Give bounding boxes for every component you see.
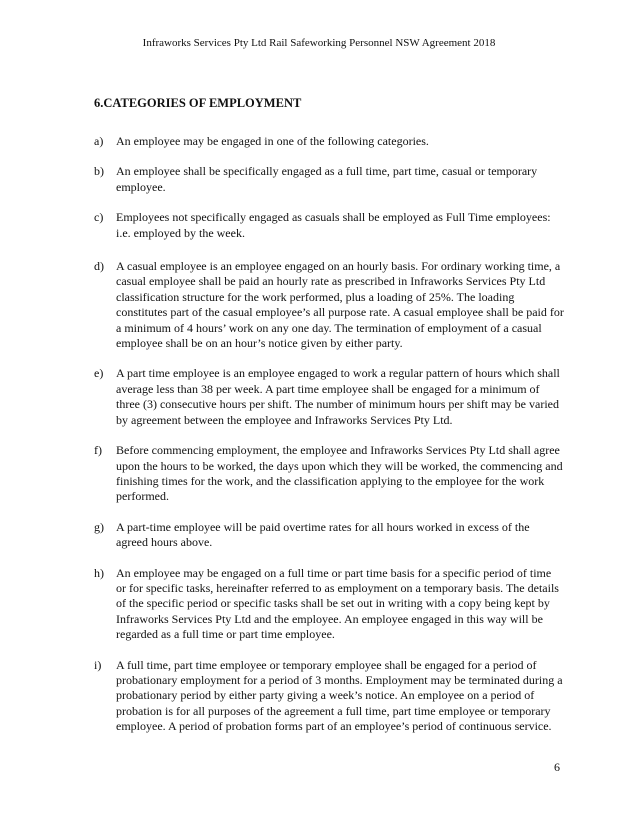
clause-list [94, 134, 564, 735]
clause-i [94, 658, 564, 735]
clause-text: A part-time employee will be paid overtime rates for all hours worked in excess of the agreed hours above. [116, 519, 530, 550]
clause-letter: e) [94, 366, 104, 381]
clause-text: An employee may be engaged in one of the following categories. [116, 134, 429, 148]
clause-c [94, 210, 564, 241]
clause-letter: c) [94, 210, 104, 225]
clause-text: A full time, part time employee or temporary employee shall be engaged for a period of probationary employment for a period of 3 months. Employment may be terminated during a probationary period by either party giving a week’s notice. An employee on a period of probation is for all purposes of the agreement a full time, part time employee or temporary employee. A period of probation forms part of an employee’s period of continuous service. [116, 657, 563, 734]
clause-text: A casual employee is an employee engaged on an hourly basis. For ordinary working time, a casual employee shall be paid an hourly rate as prescribed in Infraworks Services Pty Ltd classification structure for the work performed, plus a loading of 25%. The loading constitutes part of the casual employee’s all purpose rate. A casual employee shall be paid for a minimum of 4 hours’ work on any one day. The termination of employment of a casual employee shall be on an hour’s notice given by either party. [116, 259, 564, 351]
page-header: Infraworks Services Pty Ltd Rail Safeworking Personnel NSW Agreement 2018 [142, 37, 496, 49]
clause-b [94, 164, 564, 195]
clause-letter: f) [94, 443, 102, 458]
clause-text: Before commencing employment, the employee and Infraworks Services Pty Ltd shall agree upon the hours to be worked, the days upon which they will be worked, the commencing and finishing times for the work, and the classification applying to the employee for the work performed. [116, 443, 563, 504]
clause-d [94, 259, 564, 351]
clause-g [94, 520, 564, 551]
clause-letter: g) [94, 519, 104, 534]
clause-text: An employee shall be specifically engaged as a full time, part time, casual or temporary employee. [116, 164, 538, 194]
clause-letter: h) [94, 565, 104, 580]
section-title: 6.CATEGORIES OF EMPLOYMENT [94, 96, 302, 110]
clause-text: Employees not specifically engaged as casuals shall be employed as Full Time employees: i.e. employed by the week. [116, 210, 551, 240]
clause-letter: b) [94, 164, 104, 179]
clause-h [94, 566, 564, 643]
clause-text: A part time employee is an employee engaged to work a regular pattern of hours which shall average less than 38 per week. A part time employee shall be engaged for a minimum of three (3) consecutive hours per shift. The number of minimum hours per shift may be varied by agreement between the employee and Infraworks Services Pty Ltd. [116, 366, 560, 427]
clause-text: An employee may be engaged on a full time or part time basis for a specific period of time or for specific tasks, hereinafter referred to as employment on a temporary basis. The details of the specific period or specific tasks shall be set out in writing with a copy being kept by Infraworks Services Pty Ltd and the employee. An employee engaged in this way will be regarded as a full time or part time employee. [116, 565, 559, 642]
clause-letter: a) [94, 134, 104, 148]
page-number: 6 [554, 760, 560, 774]
clause-e [94, 366, 564, 428]
clause-letter: d) [94, 259, 104, 274]
clause-letter: i) [94, 657, 102, 672]
clause-a [94, 134, 564, 149]
clause-f [94, 443, 564, 505]
